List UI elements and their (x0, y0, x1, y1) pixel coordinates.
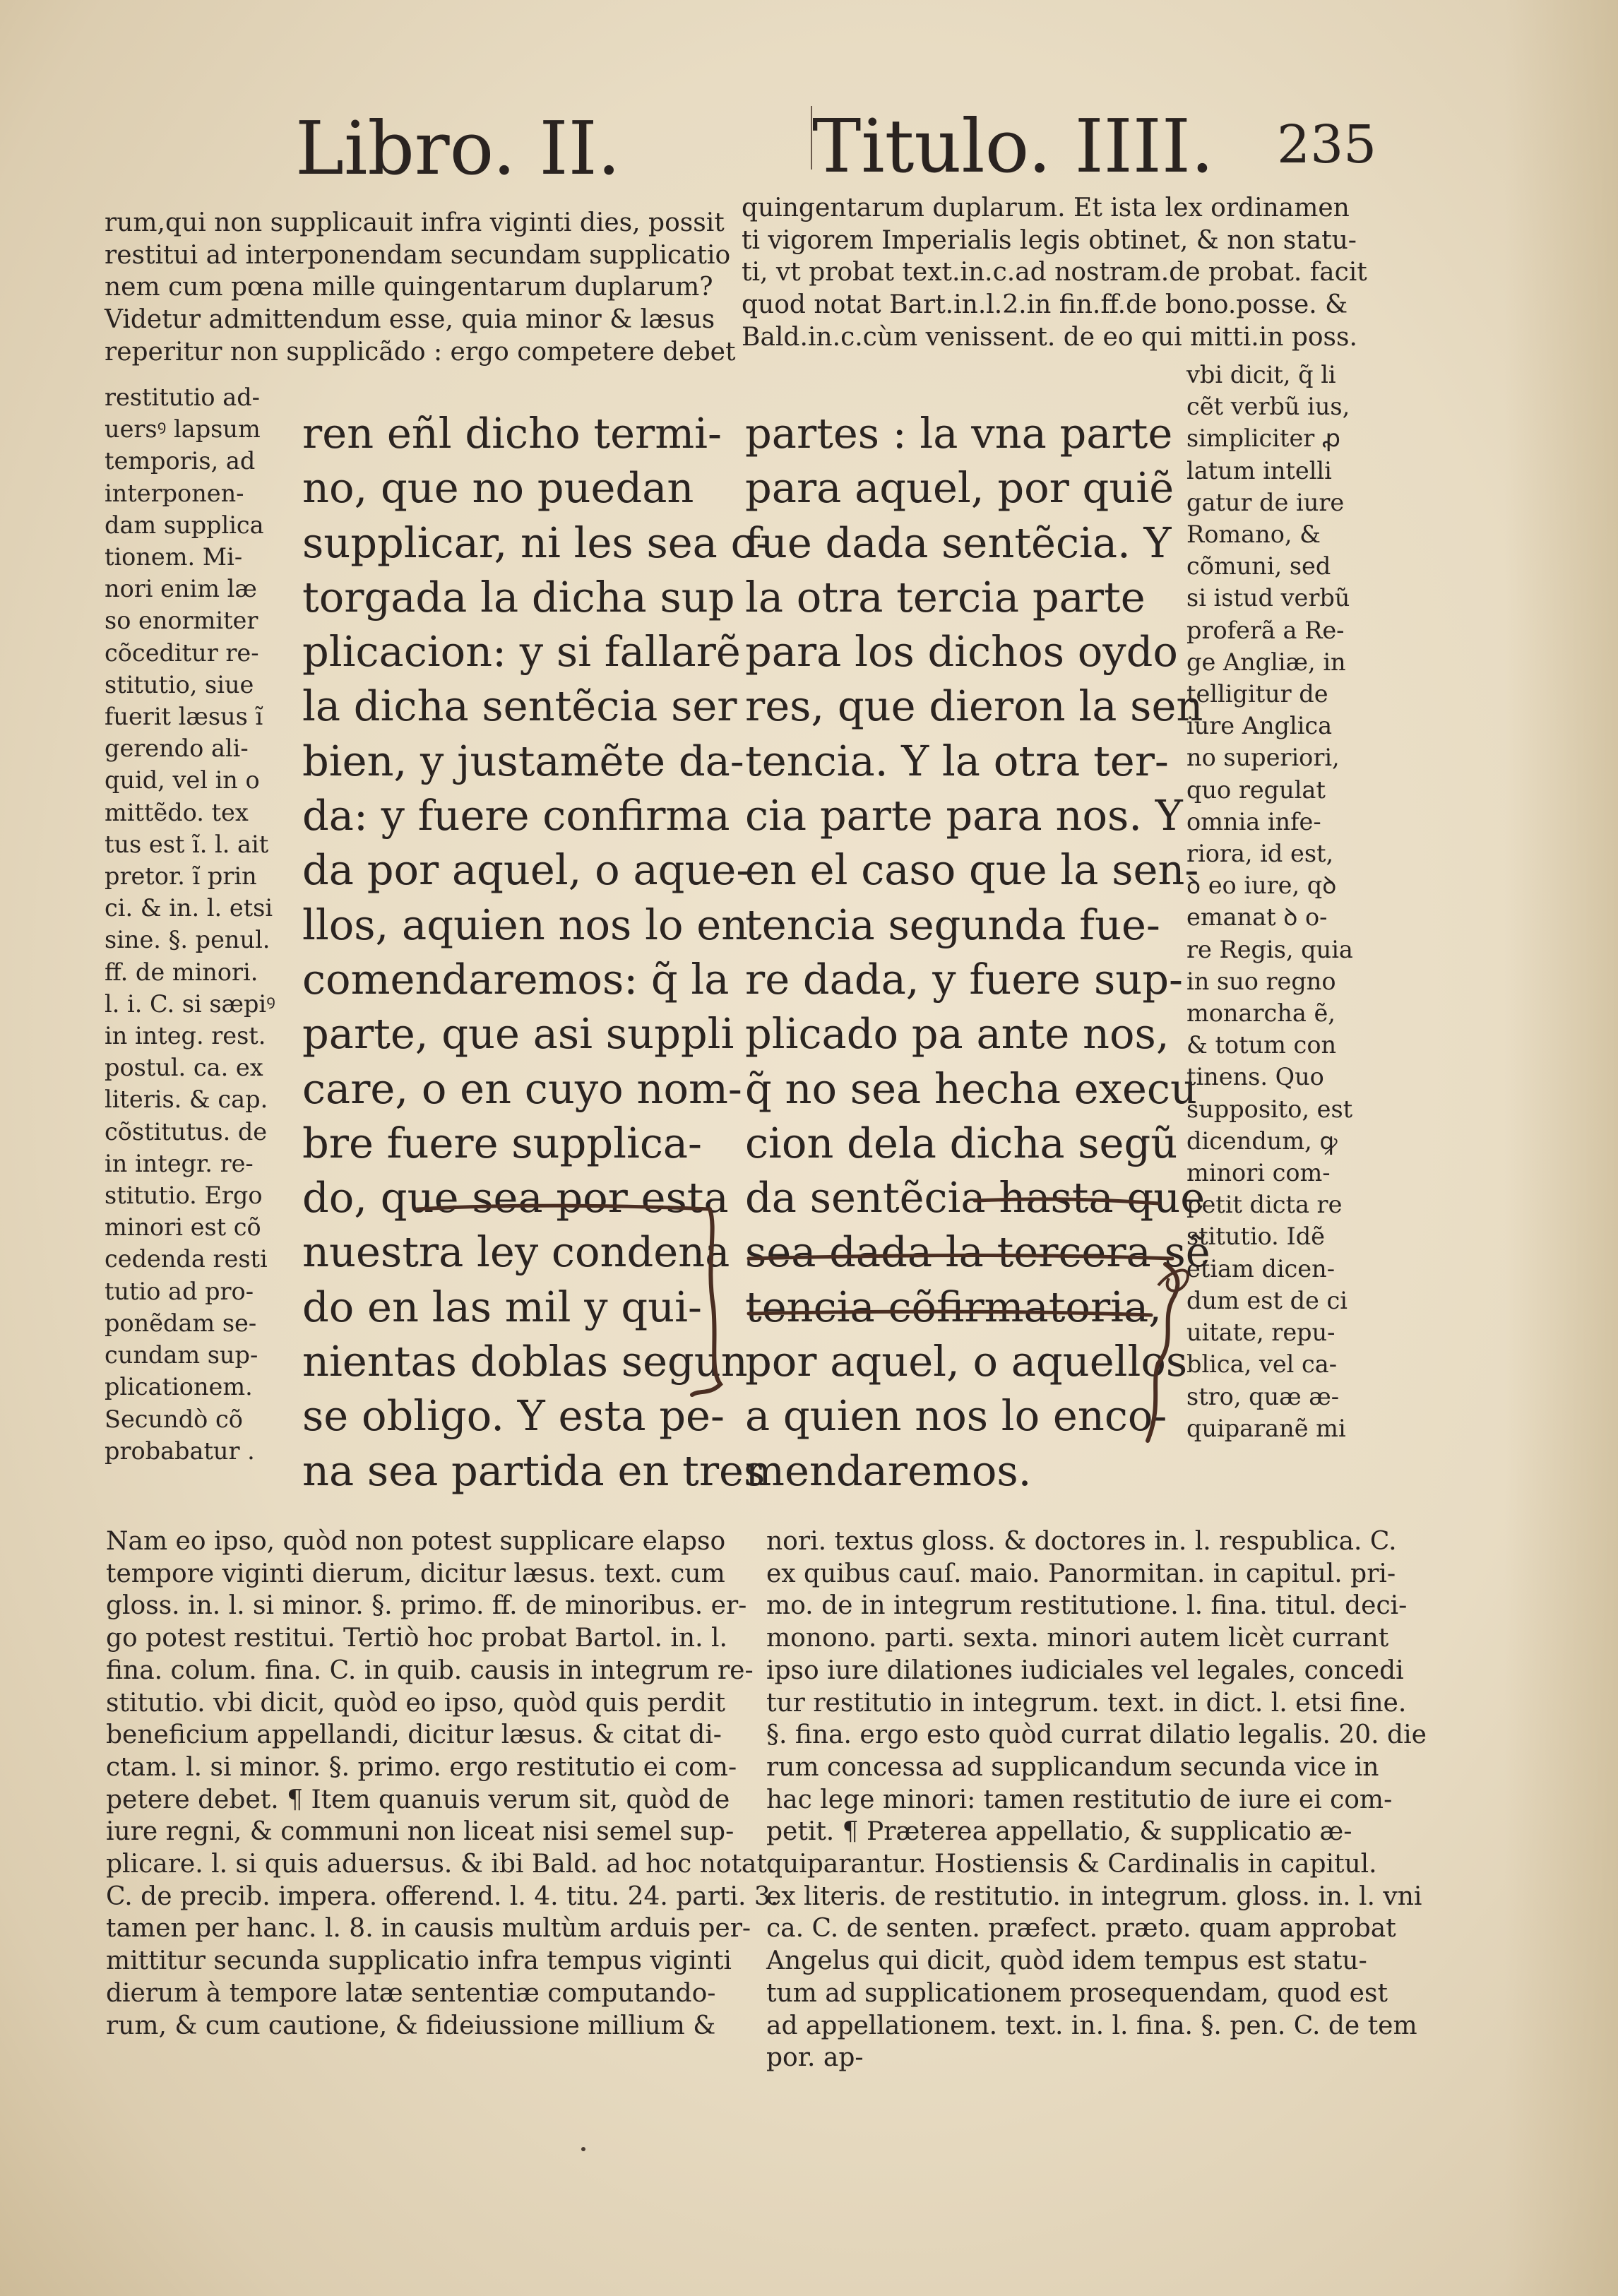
main-text-line: da: y fuere confirma (302, 791, 730, 840)
text-line: ca. C. de senten. præfect. præto. quam approbat (766, 1914, 1396, 1944)
main-text-line: nientas doblas segun (302, 1337, 748, 1386)
underline-que-sea-por-esta (417, 1206, 710, 1209)
main-text-line: q̃ no sea hecha execu (745, 1064, 1197, 1113)
gloss-line: gerendo ali- (105, 734, 249, 763)
gloss-line: vbi dicit, q̃ li (1186, 361, 1336, 388)
text-line: reperitur non supplicãdo : ergo competere debet (105, 337, 736, 367)
text-line: beneficium appellandi, dicitur læsus. & citat di- (106, 1720, 722, 1750)
gloss-line: literis. & cap. (105, 1085, 268, 1114)
gloss-line: riora, id est, (1186, 840, 1334, 868)
gloss-line: uersꝰ lapsum (105, 415, 261, 444)
gloss-line: si istud verbũ (1186, 584, 1350, 612)
gloss-line: cedenda resti (105, 1245, 268, 1273)
main-text-line: la dicha sentẽcia ser (302, 682, 737, 731)
main-text-line: na sea partida en tres (302, 1446, 766, 1495)
gloss-line: in integr. re- (105, 1149, 254, 1177)
gloss-line: dam supplica (105, 511, 264, 539)
text-line: Nam eo ipso, quòd non potest supplicare elapso (106, 1527, 726, 1556)
text-line: Videtur admittendum esse, quia minor & læsus (105, 305, 715, 335)
gloss-line: minori com- (1186, 1159, 1331, 1187)
main-text-line: tencia. Y la otra ter- (745, 736, 1169, 785)
main-text-line: a quien nos lo enco- (745, 1391, 1167, 1441)
main-text-line: no, que no puedan (302, 463, 694, 513)
gloss-line: uitate, repu- (1186, 1319, 1336, 1347)
gloss-line: ge Angliæ, in (1186, 648, 1346, 676)
main-text-line: do, que sea por esta (302, 1173, 729, 1223)
gloss-line: tionem. Mi- (105, 543, 243, 571)
text-line: mittitur secunda supplicatio infra tempus viginti (106, 1946, 732, 1976)
text-line: go potest restitui. Tertiò hoc probat Bartol. in. l. (106, 1624, 727, 1653)
gloss-line: petit dicta re (1186, 1191, 1343, 1219)
main-text-line: da sentẽcia hasta que (745, 1173, 1206, 1223)
main-text-line: torgada la dicha sup (302, 572, 735, 621)
main-text-line: re dada, y fuere sup- (745, 954, 1183, 1004)
gloss-line: cõmuni, sed (1186, 552, 1331, 581)
gloss-line: no superiori, (1186, 744, 1340, 772)
text-line: ex literis. de restitutio. in integrum. gloss. in. l. vni (766, 1881, 1422, 1911)
text-line: petere debet. ¶ Item quanuis verum sit, quòd de (106, 1785, 730, 1814)
gloss-line: etiam dicen- (1186, 1254, 1336, 1283)
gloss-line: Romano, & (1186, 521, 1321, 549)
text-line: tamen per hanc. l. 8. in causis multùm arduis per- (106, 1914, 751, 1944)
text-line: tempore viginti dierum, dicitur læsus. text. cum (106, 1559, 725, 1588)
main-text-line: supplicar, ni les sea o- (302, 518, 771, 567)
gloss-line: blica, vel ca- (1186, 1350, 1338, 1379)
gloss-line: omnia infe- (1186, 807, 1321, 835)
text-line: monono. parti. sexta. minori autem licèt currant (766, 1624, 1389, 1653)
main-text-line: sea dada la tercera sẽ (745, 1227, 1210, 1277)
gloss-line: in integ. rest. (105, 1022, 266, 1050)
gloss-line: cõstitutus. de (105, 1117, 268, 1146)
gloss-line: probabatur . (105, 1437, 255, 1465)
gloss-line: in suo regno (1186, 967, 1336, 995)
gloss-line: l. i. C. si sæpiꝰ (105, 989, 275, 1018)
text-line: mo. de in integrum restitutione. l. fina. titul. deci- (766, 1591, 1408, 1621)
text-line: restitui ad interponendam secundam supplicatio (105, 240, 731, 270)
main-text-line: mendaremos. (745, 1446, 1032, 1495)
text-line: ad appellationem. text. in. l. fina. §. pen. C. de tem (766, 2011, 1417, 2040)
gloss-line: plicationem. (105, 1373, 253, 1401)
gloss-line: tinens. Quo (1186, 1063, 1324, 1091)
text-line: nem cum pœna mille quingentarum duplarum? (105, 273, 713, 302)
main-text-line: plicado pa ante nos, (745, 1009, 1170, 1059)
gloss-line: ponẽdam se- (105, 1309, 257, 1337)
text-line: gloss. in. l. si minor. §. primo. ff. de minoribus. er- (106, 1591, 747, 1621)
main-text-line: ren eñl dicho termi- (302, 409, 722, 458)
gloss-line: quo regulat (1186, 775, 1326, 804)
text-line: quingentarum duplarum. Et ista lex ordinamen (742, 194, 1350, 222)
text-line: iure regni, & communi non liceat nisi semel sup- (106, 1817, 734, 1847)
gloss-line: so enormiter (105, 607, 258, 635)
text-line: quiparantur. Hostiensis & Cardinalis in capitul. (766, 1850, 1377, 1879)
main-text-line: llos, aquien nos lo en (302, 900, 749, 949)
gloss-line: cõceditur re- (105, 638, 259, 667)
main-text-line: se obligo. Y esta pe- (302, 1391, 725, 1441)
gloss-line: tus est ĩ. l. ait (105, 830, 269, 858)
underline-sea-dada (749, 1256, 1172, 1259)
main-text-line: nuestra ley condena (302, 1227, 730, 1277)
gloss-line: emanat ꝺ o- (1186, 903, 1328, 932)
main-text-line: res, que dieron la sen (745, 682, 1203, 731)
gloss-line: latum intelli (1186, 456, 1332, 484)
text-line: ipso iure dilationes iudiciales vel legales, concedi (766, 1655, 1404, 1685)
text-line: Bald.in.c.cùm venissent. de eo qui mitti.in poss. (742, 322, 1357, 352)
main-text-line: para aquel, por quiẽ (745, 463, 1174, 513)
gloss-line: tutio ad pro- (105, 1277, 254, 1305)
main-text-line: para los dichos oydo (745, 627, 1178, 677)
text-line: rum,qui non supplicauit infra viginti dies, possit (105, 208, 725, 237)
gloss-line: nori enim læ (105, 575, 257, 603)
main-text-line: partes : la vna parte (745, 409, 1173, 458)
gloss-line: stro, quæ æ- (1186, 1382, 1340, 1410)
gloss-line: postul. ca. ex (105, 1054, 263, 1082)
text-line: fina. colum. fina. C. in quib. causis in integrum re- (106, 1655, 754, 1685)
ink-speck (581, 2147, 585, 2151)
gloss-line: proferã a Re- (1186, 616, 1345, 644)
gloss-line: stitutio. Idẽ (1186, 1223, 1325, 1251)
text-line: hac lege minori: tamen restitutio de iure ei com- (766, 1785, 1393, 1814)
main-text-line: plicacion: y si fallarẽ (302, 627, 741, 677)
gloss-line: ff. de minori. (105, 958, 258, 986)
text-line: rum concessa ad supplicandum secunda vice in (766, 1752, 1379, 1782)
gloss-line: stitutio, siue (105, 670, 254, 698)
gloss-line: ci. & in. l. etsi (105, 894, 273, 922)
text-line: por. ap- (766, 2043, 864, 2073)
gloss-line: iure Anglica (1186, 712, 1333, 740)
text-line: quod notat Bart.in.l.2.in fin.ff.de bono.posse. & (742, 290, 1348, 320)
gloss-line: quiparanẽ mi (1186, 1414, 1346, 1442)
main-text-line: tencia segunda fue- (745, 900, 1160, 949)
main-text-line: do en las mil y qui- (302, 1282, 702, 1331)
main-text-line: la otra tercia parte (745, 572, 1146, 621)
gloss-line: sine. §. penul. (105, 926, 270, 954)
gloss-line: telligitur de (1186, 680, 1328, 708)
text-line: ti vigorem Imperialis legis obtinet, & non statu- (742, 225, 1357, 255)
text-line: plicare. l. si quis aduersus. & ibi Bald. ad hoc notat. (106, 1850, 775, 1879)
gloss-line: interponen- (105, 479, 244, 507)
text-line: petit. ¶ Præterea appellatio, & supplicatio æ- (766, 1817, 1352, 1847)
gloss-line: gatur de iure (1186, 488, 1345, 516)
main-text-line: parte, que asi suppli (302, 1009, 734, 1059)
gloss-line: pretor. ĩ prin (105, 862, 257, 891)
gloss-line: Secundò cõ (105, 1405, 243, 1433)
text-line: C. de precib. impera. offerend. l. 4. titu. 24. parti. 3. (106, 1881, 779, 1911)
gloss-line: fuerit læsus ĩ (105, 703, 263, 731)
text-line: ctam. l. si minor. §. primo. ergo restitutio ei com- (106, 1752, 737, 1782)
gloss-line: restitutio ad- (105, 383, 260, 411)
bracket-left-passage (692, 1209, 720, 1395)
text-line: stitutio. vbi dicit, quòd eo ipso, quòd quis perdit (106, 1688, 725, 1718)
main-text-line: da por aquel, o aque- (302, 845, 751, 895)
gloss-line: supposito, est (1186, 1095, 1353, 1123)
main-text-line: por aquel, o aquellos (745, 1337, 1188, 1386)
gloss-line: ꝺ eo iure, qꝺ (1186, 872, 1337, 900)
underline-tencia-confirmatoria (749, 1311, 1151, 1315)
gloss-line: cẽt verbũ ius, (1186, 393, 1350, 421)
main-text-line: bien, y justamẽte da- (302, 736, 744, 785)
main-text-line: en el caso que la sen- (745, 845, 1199, 895)
text-line: ex quibus cauſ. maio. Panormitan. in capitul. pri- (766, 1559, 1396, 1588)
gloss-line: & totum con (1186, 1031, 1337, 1059)
main-text-line: comendaremos: q̃ la (302, 954, 730, 1004)
page-number: 235 (1277, 114, 1377, 175)
main-text-line: cion dela dicha segũ (745, 1118, 1178, 1167)
text-line: ti, vt probat text.in.c.ad nostram.de probat. facit (742, 258, 1367, 287)
gloss-line: dum est de ci (1186, 1286, 1348, 1314)
text-line: tur restitutio in integrum. text. in dict. l. etsi fine. (766, 1688, 1407, 1718)
text-line: Angelus qui dicit, quòd idem tempus est statu- (766, 1946, 1367, 1976)
text-line: tum ad supplicationem prosequendam, quod est (766, 1978, 1388, 2008)
gloss-line: minori est cõ (105, 1213, 261, 1242)
running-head-title: Titulo. IIII. (812, 103, 1214, 189)
text-line: rum, & cum cautione, & fideiussione millium & (106, 2011, 716, 2040)
gloss-line: simpliciter ꝓ (1186, 424, 1340, 453)
main-text-line: fue dada sentẽcia. Y (745, 518, 1172, 567)
running-head-book: Libro. II. (295, 105, 621, 191)
gloss-line: stitutio. Ergo (105, 1182, 263, 1210)
text-line: dierum à tempore latæ sententiæ computando- (106, 1978, 716, 2008)
main-text-line: care, o en cuyo nom- (302, 1064, 742, 1113)
gloss-line: quid, vel in o (105, 766, 260, 795)
main-text-line: cia parte para nos. Y (745, 791, 1183, 840)
gloss-line: monarcha ẽ, (1186, 999, 1336, 1028)
gloss-line: dicendum, ꝙ (1186, 1126, 1338, 1155)
gloss-line: cundam sup- (105, 1341, 258, 1369)
text-line: nori. textus gloss. & doctores in. l. respublica. C. (766, 1527, 1397, 1556)
main-text-line: bre fuere supplica- (302, 1118, 702, 1167)
gloss-line: mittẽdo. tex (105, 798, 249, 826)
underline-hasta-que (975, 1199, 1158, 1203)
gloss-line: temporis, ad (105, 447, 256, 475)
text-line: §. fina. ergo esto quòd currat dilatio legalis. 20. die (766, 1720, 1427, 1750)
gloss-line: re Regis, quia (1186, 935, 1353, 963)
main-text-line: tencia cõfirmatoria, (745, 1282, 1162, 1331)
scribble-mark (1158, 1271, 1188, 1291)
